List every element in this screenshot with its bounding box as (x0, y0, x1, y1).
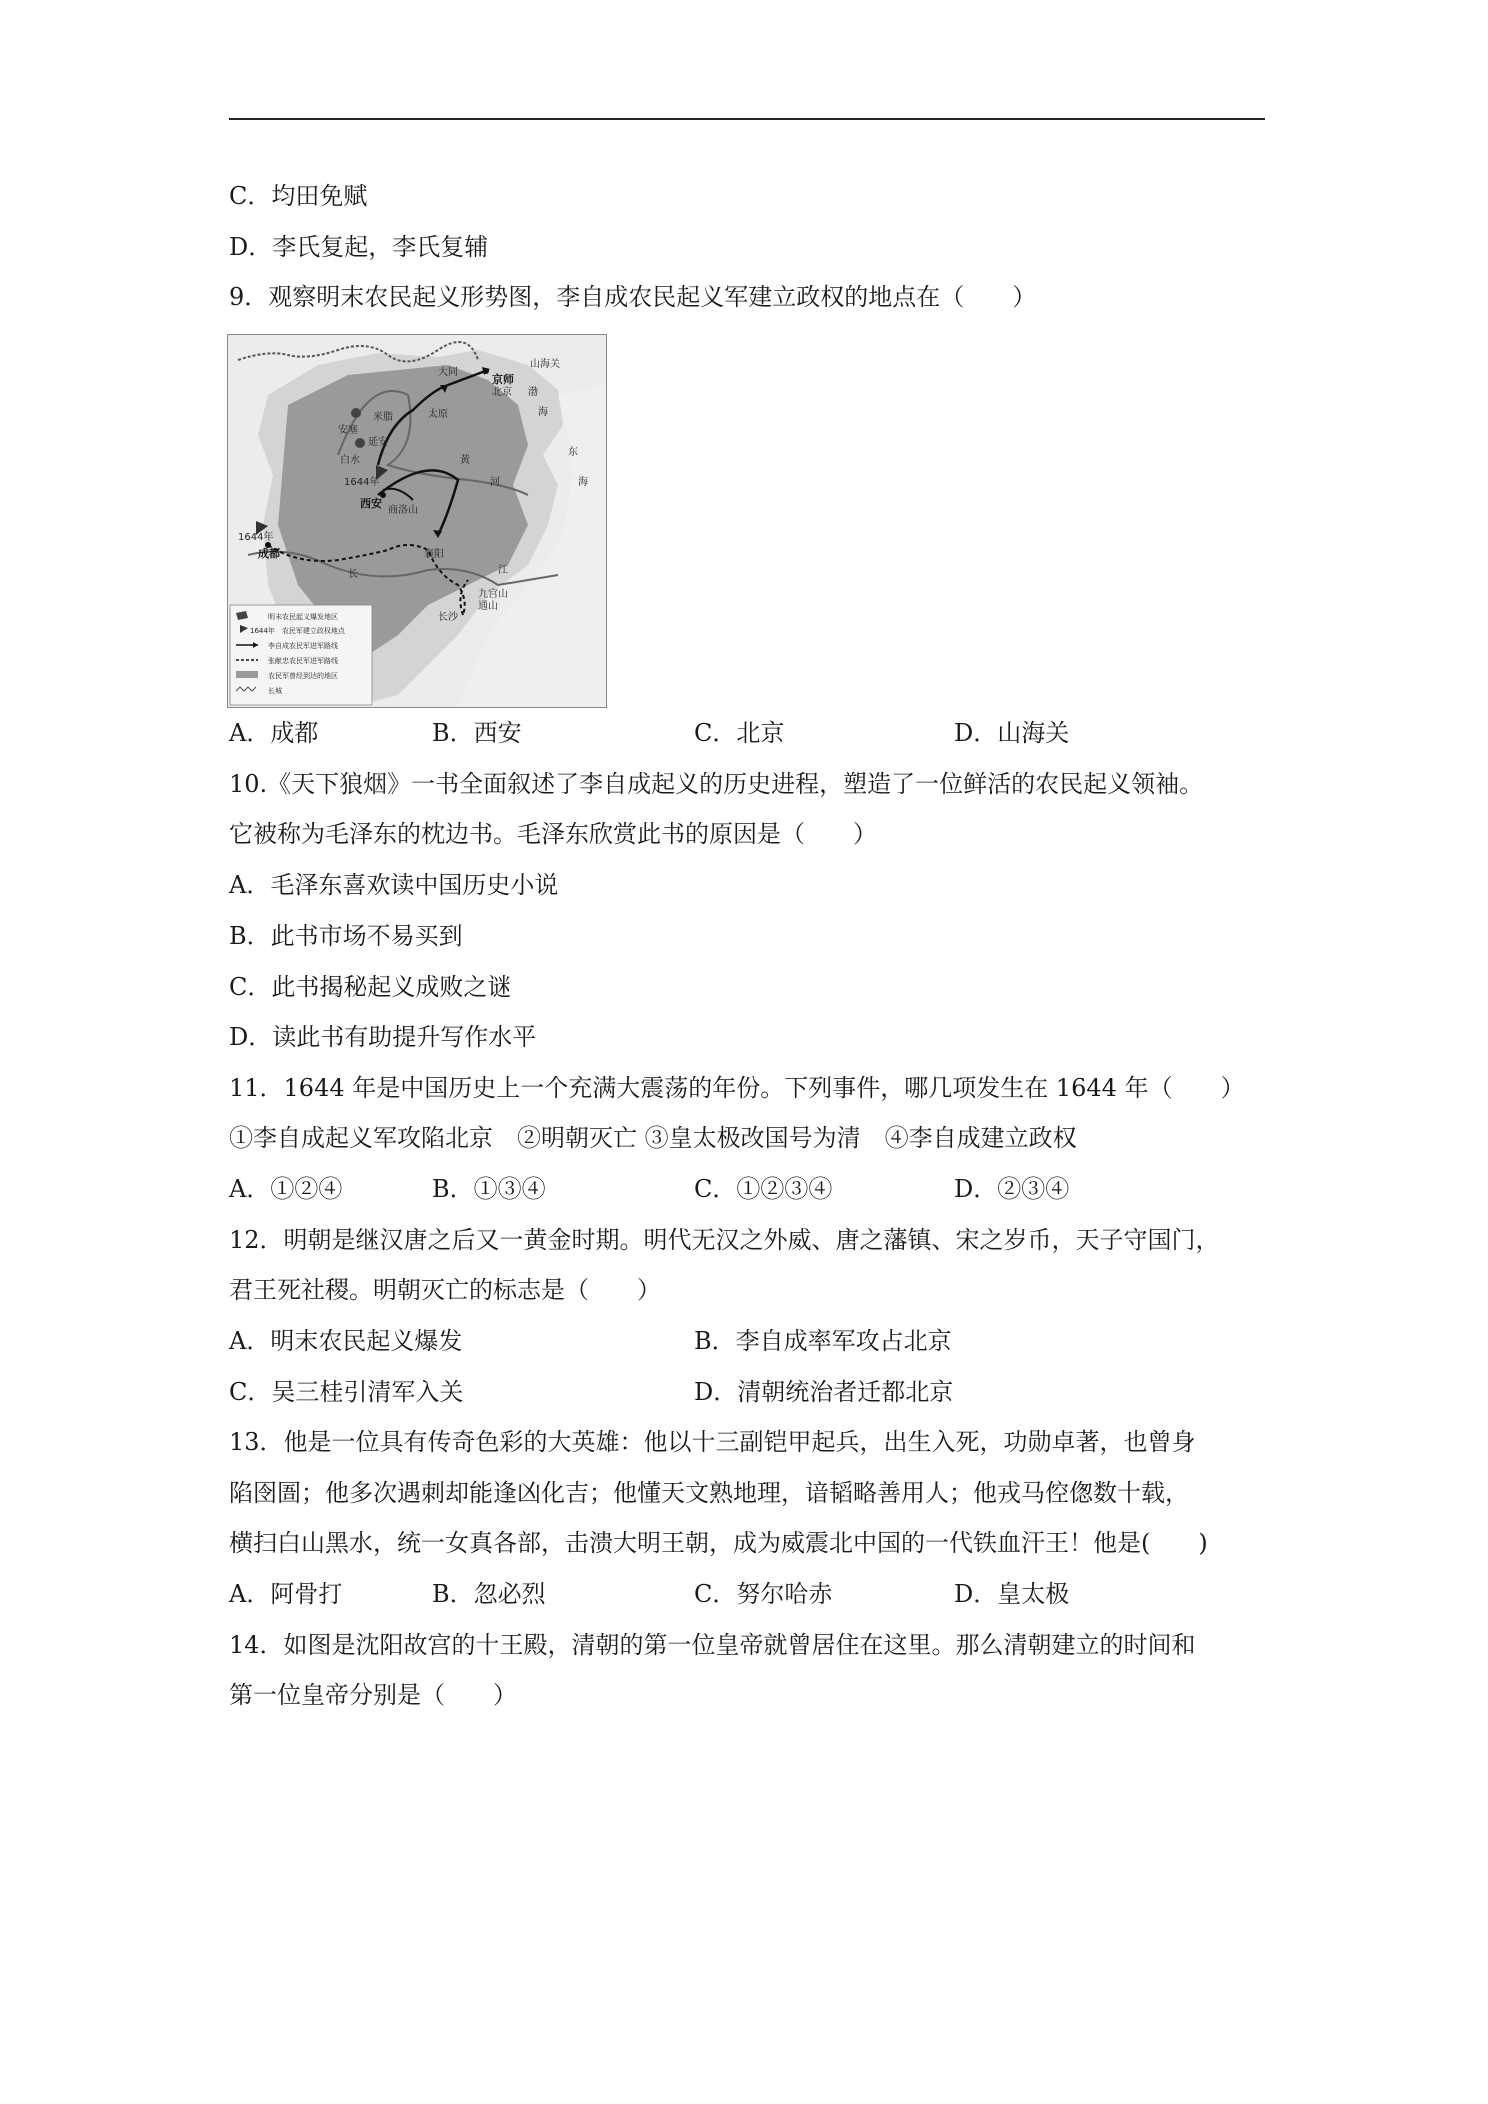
map-label-he: 黄 (460, 455, 470, 466)
q13-option-d: D．皇太极 (954, 1580, 1070, 1608)
map-label-1644-b: 1644年 (238, 532, 274, 543)
q10-option-d: D．读此书有助提升写作水平 (229, 1023, 537, 1051)
map-label-changsha: 长沙 (438, 612, 458, 623)
ming-uprising-map (227, 334, 607, 708)
legend-item-5: 农民军曾经到达的地区 (268, 672, 338, 680)
legend-item-1: 明末农民起义爆发地区 (268, 613, 338, 621)
q12-option-b: B．李自成率军攻占北京 (694, 1327, 952, 1355)
map-label-mizhi: 米脂 (373, 412, 393, 423)
header-rule (229, 118, 1265, 120)
map-label-taiyuan: 太原 (428, 409, 448, 420)
map-label-ansai: 安塞 (338, 425, 358, 436)
q12-stem-line2: 君王死社稷。明朝灭亡的标志是（ ） (229, 1276, 661, 1304)
map-label-1644-a: 1644年 (344, 477, 380, 488)
map-label-chengdu: 成都 (258, 547, 280, 560)
legend-item-6: 长城 (268, 687, 282, 695)
map-label-beijing: 北京 (492, 387, 512, 398)
map-label-bohai: 渤 (528, 387, 538, 398)
q10-stem-line2: 它被称为毛泽东的枕边书。毛泽东欣赏此书的原因是（ ） (229, 820, 877, 848)
legend-item-4: 张献忠农民军进军路线 (268, 657, 338, 665)
map-label-baishui: 白水 (340, 455, 360, 466)
q12-option-c: C．吴三桂引清军入关 (229, 1378, 464, 1406)
map-label-donghai1: 东 (568, 447, 578, 458)
map-label-he2: 河 (490, 477, 500, 488)
q13-option-c: C．努尔哈赤 (694, 1580, 833, 1608)
map-label-jiugongshan: 九宫山 (478, 589, 508, 600)
map-label-shanhaiguan: 山海关 (530, 359, 560, 370)
map-label-jiang: 长 (348, 569, 358, 580)
q10-option-c: C．此书揭秘起义成败之谜 (229, 973, 512, 1001)
q13-stem-line2: 陷囹圄；他多次遇刺却能逢凶化吉；他懂天文熟地理，谙韬略善用人；他戎马倥偬数十载， (229, 1479, 1189, 1507)
q11-option-d: D．②③④ (954, 1175, 1070, 1203)
q10-option-b: B．此书市场不易买到 (229, 922, 463, 950)
q9-option-a: A．成都 (229, 719, 319, 747)
map-label-tongshan: 通山 (478, 601, 498, 612)
q9-option-d: D．山海关 (954, 719, 1070, 747)
map-label-yanan: 延安 (368, 437, 388, 448)
q11-option-c: C．①②③④ (694, 1175, 833, 1203)
q11-option-a: A．①②④ (229, 1175, 343, 1203)
q8-option-c: C．均田免赋 (229, 182, 368, 210)
q12-stem-line1: 12．明朝是继汉唐之后又一黄金时期。明代无汉之外威、唐之藩镇、宋之岁币，天子守国门， (229, 1226, 1220, 1254)
map-label-jingshi: 京师 (492, 373, 514, 386)
q12-option-a: A．明末农民起义爆发 (229, 1327, 463, 1355)
q13-stem-line3: 横扫白山黑水，统一女真各部，击溃大明王朝，成为威震北中国的一代铁血汗王！他是( ) (229, 1529, 1208, 1557)
map-label-shangluo: 商洛山 (388, 505, 418, 516)
q13-option-b: B．忽必烈 (432, 1580, 546, 1608)
q13-option-a: A．阿骨打 (229, 1580, 343, 1608)
map-label-datong: 大同 (438, 367, 458, 378)
q11-items: ①李自成起义军攻陷北京 ②明朝灭亡 ③皇太极改国号为清 ④李自成建立政权 (229, 1124, 1077, 1152)
map-label-jiang2: 江 (498, 565, 508, 576)
q14-stem-line1: 14．如图是沈阳故宫的十王殿，清朝的第一位皇帝就曾居住在这里。那么清朝建立的时间和 (229, 1631, 1196, 1659)
q12-option-d: D．清朝统治者迁都北京 (694, 1378, 954, 1406)
q10-stem-line1: 10.《天下狼烟》一书全面叙述了李自成起义的历史进程，塑造了一位鲜活的农民起义领袖。 (229, 770, 1204, 798)
q8-option-d: D．李氏复起，李氏复辅 (229, 233, 489, 261)
q9-option-b: B．西安 (432, 719, 522, 747)
legend-item-2: 1644年 农民军建立政权地点 (250, 627, 345, 635)
q10-option-a: A．毛泽东喜欢读中国历史小说 (229, 871, 559, 899)
legend-item-3: 李自成农民军进军路线 (268, 642, 338, 650)
q14-stem-line2: 第一位皇帝分别是（ ） (229, 1681, 517, 1709)
q11-option-b: B．①③④ (432, 1175, 546, 1203)
map-label-donghai2: 海 (578, 477, 588, 488)
map-label-xiangyang: 襄阳 (424, 549, 444, 560)
q11-stem: 11．1644 年是中国历史上一个充满大震荡的年份。下列事件，哪几项发生在 1644 年（ ） (229, 1074, 1245, 1102)
q13-stem-line1: 13．他是一位具有传奇色彩的大英雄：他以十三副铠甲起兵，出生入死，功勋卓著，也曾身 (229, 1428, 1196, 1456)
map-label-hai1: 海 (538, 407, 548, 418)
q9-option-c: C．北京 (694, 719, 785, 747)
map-label-xian: 西安 (360, 497, 382, 510)
q9-stem: 9．观察明末农民起义形势图，李自成农民起义军建立政权的地点在（ ） (229, 283, 1037, 311)
